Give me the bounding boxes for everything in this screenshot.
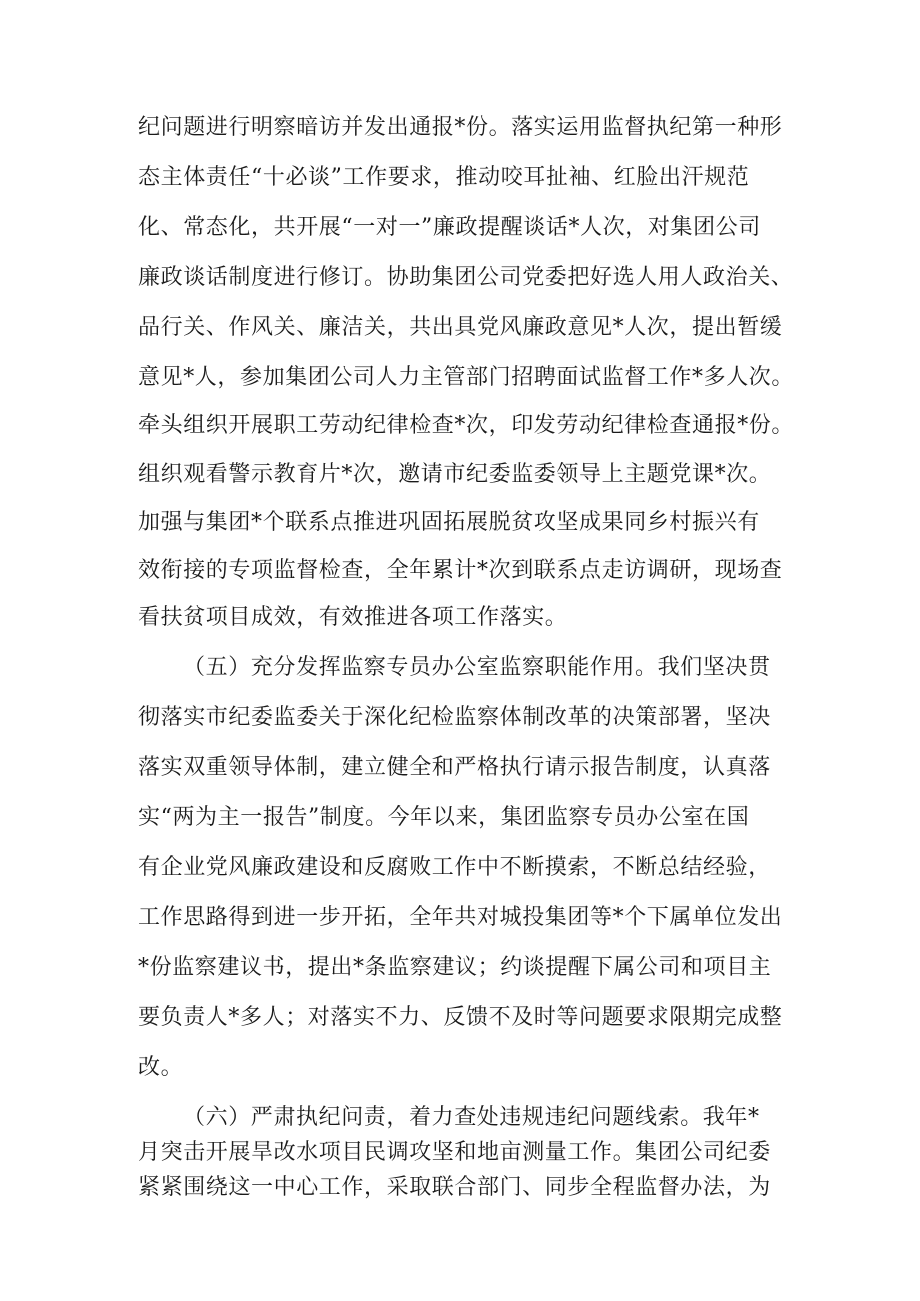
text-line: 廉政谈话制度进行修订。协助集团公司党委把好选人用人政治关、 <box>138 265 794 290</box>
text-line: 品行关、作风关、廉洁关，共出具党风廉政意见*人次，提出暂缓 <box>138 315 783 340</box>
text-line: 化、常态化，共开展“一对一”廉政提醒谈话*人次，对集团公司 <box>138 215 761 240</box>
text-line: 牵头组织开展职工劳动纪律检查*次，印发劳动纪律检查通报*份。 <box>138 413 795 438</box>
text-line: 实“两为主一报告”制度。今年以来，集团监察专员办公室在国 <box>138 805 750 830</box>
text-line: 落实双重领导体制，建立健全和严格执行请示报告制度，认真落 <box>138 755 771 780</box>
text-line: 效衔接的专项监督检查，全年累计*次到联系点走访调研，现场查 <box>138 558 783 583</box>
text-line: 意见*人，参加集团公司人力主管部门招聘面试监督工作*多人次。 <box>138 365 795 390</box>
text-line: 工作思路得到进一步开拓，全年共对城投集团等*个下属单位发出 <box>138 905 783 930</box>
text-line: 紧紧围绕这一中心工作，采取联合部门、同步全程监督办法，为 <box>138 1175 771 1200</box>
text-line: 纪问题进行明察暗访并发出通报*份。落实运用监督执纪第一种形 <box>138 115 783 140</box>
text-line: 月突击开展旱改水项目民调攻坚和地亩测量工作。集团公司纪委 <box>138 1140 771 1165</box>
text-line: 看扶贫项目成效，有效推进各项工作落实。 <box>138 605 568 630</box>
text-line: 有企业党风廉政建设和反腐败工作中不断摸索，不断总结经验， <box>138 855 771 880</box>
text-line: 要负责人*多人；对落实不力、反馈不及时等问题要求限期完成整 <box>138 1005 783 1030</box>
section-heading-line: （五）充分发挥监察专员办公室监察职能作用。我们坚决贯 <box>183 655 771 680</box>
text-line: *份监察建议书，提出*条监察建议；约谈提醒下属公司和项目主 <box>138 955 772 980</box>
text-line: 组织观看警示教育片*次，邀请市纪委监委领导上主题党课*次。 <box>138 462 772 487</box>
section-heading-line: （六）严肃执纪问责，着力查处违规违纪问题线索。我年* <box>183 1105 760 1130</box>
text-line: 态主体责任“十必谈”工作要求，推动咬耳扯袖、红脸出汗规范 <box>138 165 750 190</box>
text-line: 改。 <box>138 1055 184 1080</box>
text-line: 彻落实市纪委监委关于深化纪检监察体制改革的决策部署，坚决 <box>138 705 771 730</box>
text-line: 加强与集团*个联系点推进巩固拓展脱贫攻坚成果同乡村振兴有 <box>138 510 760 535</box>
